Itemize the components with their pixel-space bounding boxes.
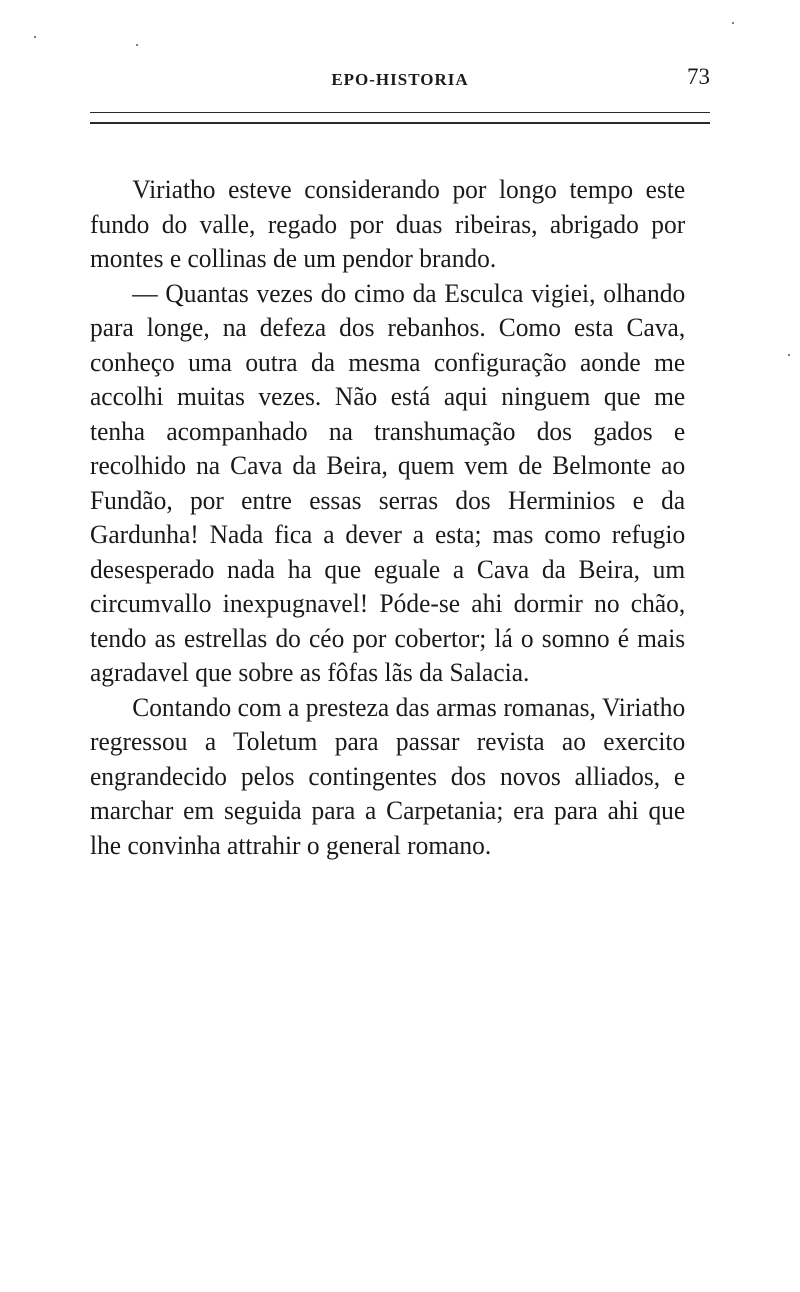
page-header — [90, 62, 710, 102]
paragraph: Viriatho esteve considerando por longo tempo este fundo do valle, regado por duas ribeiras, abrigado por montes e collinas de um pendor brando. — [90, 174, 686, 273]
paper-speck — [34, 36, 36, 38]
paper-speck — [788, 354, 790, 356]
header-rule-thick — [90, 122, 710, 124]
body-text — [90, 172, 685, 862]
running-title: EPO-HISTORIA — [331, 70, 469, 89]
header-rule-thin — [90, 112, 710, 113]
paragraph: — Quantas vezes do cimo da Esculca vigiei, olhando para longe, na defeza dos rebanhos. Como esta Cava, conheço uma outra da mesma configuração aonde me accolhi muitas vezes. Não está aqui ninguem que me tenha acompanhado na transhumação dos gados e recolhido na Cava da Beira, quem vem de Belmonte ao Fundão, por entre essas serras dos Herminios e da Gardunha! Nada fica a dever a esta; mas como refugio desesperado nada ha que eguale a Cava da Beira, um circumvallo inexpugnavel! Póde-se ahi dormir no chão, tendo as estrellas do céo por cobertor; lá o somno é mais agradavel que sobre as fôfas lãs da Salacia. — [90, 277, 686, 687]
paper-speck — [136, 44, 138, 46]
paper-speck — [732, 22, 734, 24]
page-number: 73 — [687, 64, 710, 89]
paragraph: Contando com a presteza das armas romanas, Viriatho regressou a Toletum para passar revista ao exercito engrandecido pelos contingentes dos novos alliados, e marchar em seguida para a Carpetania; era para ahi que lhe convinha attrahir o general romano. — [90, 691, 686, 860]
